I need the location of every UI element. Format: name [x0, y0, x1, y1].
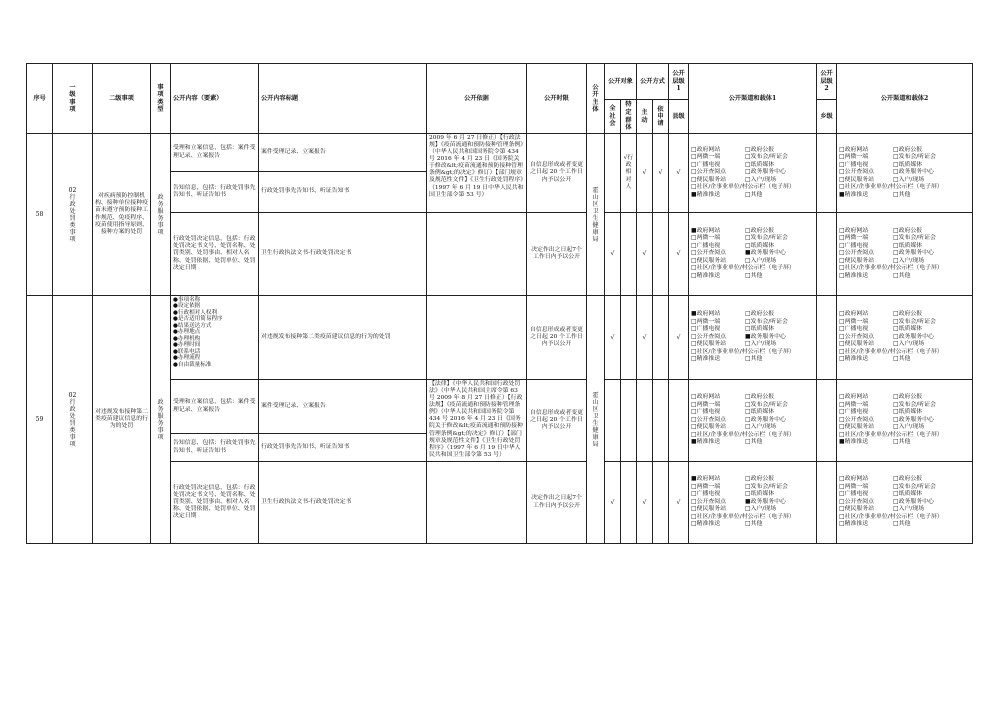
channel-option: □入户/现场	[745, 424, 777, 431]
row-type	[151, 296, 171, 544]
channel-option: □发布会/听证会	[745, 318, 788, 325]
channel-option: □其他	[745, 356, 763, 363]
channel-option: □其他	[745, 521, 763, 528]
row-township	[817, 380, 837, 462]
channel-option: □其他	[893, 191, 911, 198]
channels1-list	[691, 476, 814, 529]
channels1-list	[691, 394, 814, 447]
header-object: 公开对象	[605, 64, 637, 100]
channel-option: □纸质媒体	[893, 491, 923, 498]
channel-option: □发布会/听证会	[745, 401, 788, 408]
channel-option: □发布会/听证会	[893, 401, 936, 408]
channel-option: □社区/企事业单位/村公示栏（电子屏）	[691, 513, 795, 520]
row-title: 对违规发布接种第二类疫苗建议信息的行为的处罚	[259, 296, 427, 380]
row-title: 卫生行政执法文书-行政处罚决定书	[259, 213, 427, 296]
row-county: √	[669, 134, 689, 213]
channel-option: □公开查阅点	[839, 250, 875, 257]
header-mode-apply-text: 依申请	[657, 105, 664, 128]
row-level2: 对违规发布接种第二类疫苗建议信息的行为的处罚	[93, 296, 151, 544]
row-township	[817, 134, 837, 213]
row-obj-all	[605, 380, 621, 462]
list-item: ●结果送达方式	[173, 322, 212, 329]
row-channels2	[837, 380, 973, 462]
row-channels2	[837, 296, 973, 380]
header-mode-active	[637, 100, 653, 134]
header-seq: 序号	[27, 64, 53, 134]
channel-option: ■精准推送	[839, 191, 869, 198]
row-mode-active: √	[637, 462, 653, 544]
channel-option: □发布会/听证会	[745, 483, 788, 490]
row-type	[151, 134, 171, 296]
row-period: 自信息形成或者变更之日起 20 个工作日内予以公开	[527, 296, 587, 380]
channel-option: □便民服务站	[691, 176, 727, 183]
channel-option: □精准推送	[839, 356, 869, 363]
channel-option: ■精准推送	[839, 439, 869, 446]
channel-option: ■政府网站	[691, 227, 721, 234]
list-item: ●事项名称	[173, 297, 201, 303]
row-mode-apply	[653, 462, 669, 544]
row-obj-all	[605, 134, 621, 213]
row-level1	[53, 134, 93, 296]
channel-option: □两微一端	[839, 235, 869, 242]
header-type-text: 事项类型	[157, 84, 164, 113]
channel-option: □社区/企事业单位/村公示栏（电子屏）	[839, 348, 943, 355]
channel-option: □政府网站	[839, 476, 869, 483]
row-period: 自信息形成或者变更之日起 20 个工作日内予以公开	[527, 380, 587, 462]
channel-option: □发布会/听证会	[893, 318, 936, 325]
header-level2-group: 公开层级2	[817, 64, 837, 100]
channel-option: □精准推送	[839, 272, 869, 279]
channels1-list	[691, 311, 814, 364]
list-item: ●行政相对人权利	[173, 309, 218, 316]
channel-option: □两微一端	[691, 318, 721, 325]
channel-option: □政府公报	[893, 227, 923, 234]
channel-option: □政务服务中心	[745, 416, 786, 423]
row-township	[817, 462, 837, 544]
row-content: 受理和立案信息，包括：案件受理记录、立案报告	[171, 380, 259, 434]
channel-option: □政务服务中心	[893, 333, 934, 340]
channel-option: □政府公报	[745, 311, 775, 318]
channel-option: ■政府网站	[691, 476, 721, 483]
channel-option: □政府网站	[839, 146, 869, 153]
channel-option: □发布会/听证会	[745, 235, 788, 242]
channel-option: □其他	[745, 439, 763, 446]
row-mode-active: √	[637, 296, 653, 380]
channel-option: □发布会/听证会	[745, 154, 788, 161]
channel-option: □广播电视	[839, 242, 869, 249]
channel-option: □纸质媒体	[745, 491, 775, 498]
row-title: 案件受理记录、立案报告	[259, 380, 427, 434]
row-seq: 58	[27, 134, 53, 296]
channel-option: □精准推送	[691, 356, 721, 363]
header-county: 县级	[669, 100, 689, 134]
channel-option: □政务服务中心	[893, 169, 934, 176]
header-mode-apply	[653, 100, 669, 134]
row-mode-apply: √	[653, 134, 669, 213]
row-channels1	[689, 380, 817, 462]
channel-option: □政府公报	[893, 146, 923, 153]
channel-option: □发布会/听证会	[893, 154, 936, 161]
row-content-standard	[171, 296, 259, 380]
list-item: ●是否适用简易程序	[173, 316, 223, 323]
channel-option: □公开查阅点	[839, 498, 875, 505]
list-item: ●办理流程	[173, 355, 201, 362]
list-item: ●自由裁量标准	[173, 361, 212, 368]
row-obj-specific	[621, 380, 637, 462]
channel-option: □广播电视	[691, 326, 721, 333]
row-level1	[53, 296, 93, 544]
channels1-list	[691, 228, 814, 281]
row-obj-specific	[621, 296, 637, 380]
channel-option: □精准推送	[839, 521, 869, 528]
row-channels2	[837, 134, 973, 213]
channel-option: □社区/企事业单位/村公示栏（电子屏）	[691, 265, 795, 272]
channel-option: □便民服务站	[691, 506, 727, 513]
row-period: 决定作出之日起7个工作日内予以公开	[527, 213, 587, 296]
row-basis-empty	[427, 462, 527, 544]
channel-option: □政务服务中心	[893, 498, 934, 505]
channel-option: □两微一端	[839, 318, 869, 325]
list-item: ●设定依据	[173, 303, 201, 310]
channel-option: □入户/现场	[745, 506, 777, 513]
channel-option: □发布会/听证会	[893, 483, 936, 490]
row-basis-empty	[427, 213, 527, 296]
table-row	[27, 296, 973, 380]
channel-option: ■政府网站	[691, 311, 721, 318]
channel-option: □社区/企事业单位/村公示栏（电子屏）	[839, 513, 943, 520]
row-township	[817, 213, 837, 296]
row-channels1	[689, 462, 817, 544]
channel-option: □公开查阅点	[839, 416, 875, 423]
row-level1-text: 02行政处罚类事项	[68, 391, 77, 448]
row-channels2	[837, 213, 973, 296]
channel-option: □政府网站	[691, 146, 721, 153]
channel-option: □政府网站	[839, 311, 869, 318]
row-title: 卫生行政执法文书-行政处罚决定书	[259, 462, 427, 544]
row-channels1	[689, 296, 817, 380]
channel-option: □纸质媒体	[745, 326, 775, 333]
channel-option: □精准推送	[691, 521, 721, 528]
channel-option: □广播电视	[839, 409, 869, 416]
header-level2: 二级事项	[93, 64, 151, 134]
channel-option: □两微一端	[691, 401, 721, 408]
channel-option: □政府公报	[745, 227, 775, 234]
row-obj-specific	[621, 462, 637, 544]
channel-option: □便民服务站	[839, 506, 875, 513]
channel-option: □便民服务站	[691, 424, 727, 431]
channel-option: □纸质媒体	[893, 326, 923, 333]
channels2-list	[839, 394, 970, 447]
channel-option: □入户/现场	[893, 506, 925, 513]
channel-option: □发布会/听证会	[893, 235, 936, 242]
channel-option: □广播电视	[691, 409, 721, 416]
row-subject-text: 霍山区卫生健康局	[592, 186, 599, 243]
channel-option: □政府公报	[745, 146, 775, 153]
table-row	[27, 134, 973, 172]
disclosure-table	[26, 63, 973, 544]
row-obj-all: √	[605, 213, 621, 296]
channels2-list	[839, 147, 970, 200]
channel-option: □公开查阅点	[839, 169, 875, 176]
channel-option: □两微一端	[839, 401, 869, 408]
channel-option: ■政务服务中心	[745, 333, 786, 340]
channel-option: □政府公报	[893, 311, 923, 318]
row-content: 告知信息，包括：行政处罚事先告知书、听证告知书	[171, 172, 259, 213]
row-content: 行政处罚决定信息，包括：行政处罚决定书文号、处罚名称、处罚类别、处罚事由、相对人名称、处罚依据、处罚单位、处罚决定日期	[171, 462, 259, 544]
channel-option: □政府网站	[691, 394, 721, 401]
channel-option: ■精准推送	[691, 191, 721, 198]
channel-option: □政务服务中心	[745, 169, 786, 176]
header-subject	[587, 64, 605, 134]
list-item: ●办理机构	[173, 335, 201, 342]
row-obj-specific	[621, 213, 637, 296]
channel-option: □便民服务站	[839, 341, 875, 348]
row-content: 受理和立案信息，包括：案件受理记录、立案报告	[171, 134, 259, 172]
channel-option: □入户/现场	[893, 257, 925, 264]
row-basis-empty	[427, 296, 527, 380]
row-county: √	[669, 296, 689, 380]
list-item: ●办理时间	[173, 342, 201, 349]
header-subject-text: 公开主体	[592, 84, 599, 113]
channel-option: □社区/企事业单位/村公示栏（电子屏）	[691, 348, 795, 355]
row-county: √	[669, 213, 689, 296]
row-subject	[587, 134, 605, 296]
channels2-list	[839, 476, 970, 529]
row-title: 行政处罚事先告知书、听证告知书	[259, 172, 427, 213]
row-type-text: 政务服务事项	[157, 398, 164, 441]
row-title: 行政处罚事先告知书、听证告知书	[259, 434, 427, 462]
header-obj-all: 全社会	[605, 100, 621, 134]
channel-option: □入户/现场	[893, 424, 925, 431]
channel-option: □政府公报	[893, 476, 923, 483]
channel-option: □政府网站	[839, 394, 869, 401]
row-county	[669, 380, 689, 462]
channel-option: □其他	[893, 439, 911, 446]
channel-option: □公开查阅点	[691, 498, 727, 505]
channel-option: □公开查阅点	[691, 333, 727, 340]
channel-option: □广播电视	[839, 491, 869, 498]
list-item: ●办理地点	[173, 329, 201, 336]
channel-option: □入户/现场	[893, 341, 925, 348]
channel-option: □两微一端	[691, 483, 721, 490]
row-channels2	[837, 462, 973, 544]
row-basis: 2009 年 6 月 27 日修正）【行政法规】《疫苗流通和预防接种管理条例》（中华人民共和国国务院令第 434 号 2016 年 4 月 23 日《国务院关于修改&lt;疫苗流通和预防接种管理条例&gt;的决定》修订）【部门规章及规范性文件】《卫生行政处罚程序》（1997 年 6 月 19 日中华人民共和国卫生部令第 53 号）	[427, 134, 527, 213]
channel-option: □纸质媒体	[745, 161, 775, 168]
row-title: 案件受理记录、立案报告	[259, 134, 427, 172]
row-content: 告知信息，包括：行政处罚事先告知书、听证告知书	[171, 434, 259, 462]
channel-option: □便民服务站	[691, 257, 727, 264]
channel-option: ■精准推送	[691, 439, 721, 446]
channel-option: □其他	[893, 272, 911, 279]
channel-option: □社区/企事业单位/村公示栏（电子屏）	[839, 184, 943, 191]
channels2-list	[839, 228, 970, 281]
channel-option: □广播电视	[691, 161, 721, 168]
header-mode-active-text: 主动	[641, 109, 648, 124]
channels1-list	[691, 147, 814, 200]
list-item: ●联系电话	[173, 348, 201, 355]
row-type-text: 政务服务事项	[157, 193, 164, 236]
header-township: 乡级	[817, 100, 837, 134]
channel-option: □公开查阅点	[839, 333, 875, 340]
channel-option: □便民服务站	[839, 176, 875, 183]
channel-option: □两微一端	[839, 154, 869, 161]
channel-option: □公开查阅点	[691, 250, 727, 257]
channels2-list	[839, 311, 970, 364]
channel-option: □纸质媒体	[745, 409, 775, 416]
row-obj-all: √	[605, 296, 621, 380]
channel-option: □广播电视	[839, 326, 869, 333]
row-mode-apply	[653, 380, 669, 462]
channel-option: □其他	[893, 521, 911, 528]
row-obj-specific: √行政相对人	[621, 134, 637, 213]
channel-option: □纸质媒体	[893, 409, 923, 416]
row-subject-text: 霍山区卫生健康局	[592, 391, 599, 448]
channel-option: □广播电视	[691, 491, 721, 498]
row-subject	[587, 296, 605, 544]
row-basis: 【法律】《中华人民共和国行政处罚法》（中华人民共和国主席令第 63 号 2009 年 8 月 27 日修正）【行政法规】《疫苗流通和预防接种管理条例》（中华人民共和国国务院令第 434 号 2016 年 4 月 23 日《国务院关于修改&lt;疫苗流通和预防接种管理条例&gt;的决定》修订）【部门规章及规范性文件】《卫生行政处罚程序》（1997 年 6 月 19 日中华人民共和国卫生部令第 53 号）	[427, 380, 527, 462]
row-seq: 59	[27, 296, 53, 544]
header-basis: 公开依据	[427, 64, 527, 134]
channel-option: □社区/企事业单位/村公示栏（电子屏）	[691, 431, 795, 438]
channel-option: □政府网站	[839, 227, 869, 234]
channel-option: □公开查阅点	[691, 169, 727, 176]
channel-option: □社区/企事业单位/村公示栏（电子屏）	[839, 265, 943, 272]
row-channels1	[689, 134, 817, 213]
row-county: √	[669, 462, 689, 544]
channel-option: □入户/现场	[745, 176, 777, 183]
header-title: 公开内容标题	[259, 64, 427, 134]
channel-option: □广播电视	[839, 161, 869, 168]
channel-option: □入户/现场	[745, 341, 777, 348]
header-content: 公开内容（要素）	[171, 64, 259, 134]
channel-option: □政府公报	[745, 476, 775, 483]
channel-option: □便民服务站	[691, 341, 727, 348]
channel-option: □便民服务站	[839, 257, 875, 264]
row-level2: 对疾病预防控制机构、接种单位接种疫苗未遵守预防接种工作规范、免疫程序、疫苗使用指导原则、接种方案的处罚	[93, 134, 151, 296]
row-period: 决定作出之日起7个工作日内予以公开	[527, 462, 587, 544]
channel-option: □纸质媒体	[893, 242, 923, 249]
channel-option: □两微一端	[691, 154, 721, 161]
row-mode-active: √	[637, 134, 653, 213]
channel-option: ■政务服务中心	[745, 498, 786, 505]
header-channels2: 公开渠道和载体2	[837, 64, 973, 134]
row-mode-apply	[653, 296, 669, 380]
channel-option: □社区/企事业单位/村公示栏（电子屏）	[839, 431, 943, 438]
row-obj-all: √	[605, 462, 621, 544]
row-channels1	[689, 213, 817, 296]
channel-option: □公开查阅点	[691, 416, 727, 423]
channel-option: □入户/现场	[745, 257, 777, 264]
row-content: 行政处罚决定信息，包括：行政处罚决定书文号、处罚名称、处罚类别、处罚事由、相对人名称、处罚依据、处罚单位、处罚决定日期	[171, 213, 259, 296]
header-level1	[53, 64, 93, 134]
channel-option: □广播电视	[691, 242, 721, 249]
channel-option: □政务服务中心	[893, 250, 934, 257]
header-period: 公开时限	[527, 64, 587, 134]
row-mode-active: √	[637, 213, 653, 296]
channel-option: □政府公报	[893, 394, 923, 401]
row-period: 自信息形成或者变更之日起 20 个工作日内予以公开	[527, 134, 587, 213]
channel-option: □社区/企事业单位/村公示栏（电子屏）	[691, 184, 795, 191]
channel-option: □精准推送	[691, 272, 721, 279]
header-obj-specific: 特定群体	[621, 100, 637, 134]
channel-option: □其他	[893, 356, 911, 363]
standard-elements-list	[173, 297, 256, 368]
channel-option: □两微一端	[839, 483, 869, 490]
header-level1-group: 公开层级1	[669, 64, 689, 100]
channel-option: □入户/现场	[893, 176, 925, 183]
channel-option: □纸质媒体	[893, 161, 923, 168]
row-township	[817, 296, 837, 380]
channel-option: □其他	[745, 191, 763, 198]
channel-option: □其他	[745, 272, 763, 279]
channel-option: □政府公报	[745, 394, 775, 401]
row-mode-apply	[653, 213, 669, 296]
header-level1-text: 一级事项	[69, 84, 76, 113]
channel-option: □政务服务中心	[893, 416, 934, 423]
channel-option: □便民服务站	[839, 424, 875, 431]
channel-option: □纸质媒体	[745, 242, 775, 249]
channel-option: ■政务服务中心	[745, 250, 786, 257]
row-mode-active	[637, 380, 653, 462]
row-level1-text: 02行政处罚类事项	[68, 186, 77, 243]
header-type	[151, 64, 171, 134]
channel-option: □两微一端	[691, 235, 721, 242]
header-channels1: 公开渠道和载体1	[689, 64, 817, 134]
header-mode: 公开方式	[637, 64, 669, 100]
